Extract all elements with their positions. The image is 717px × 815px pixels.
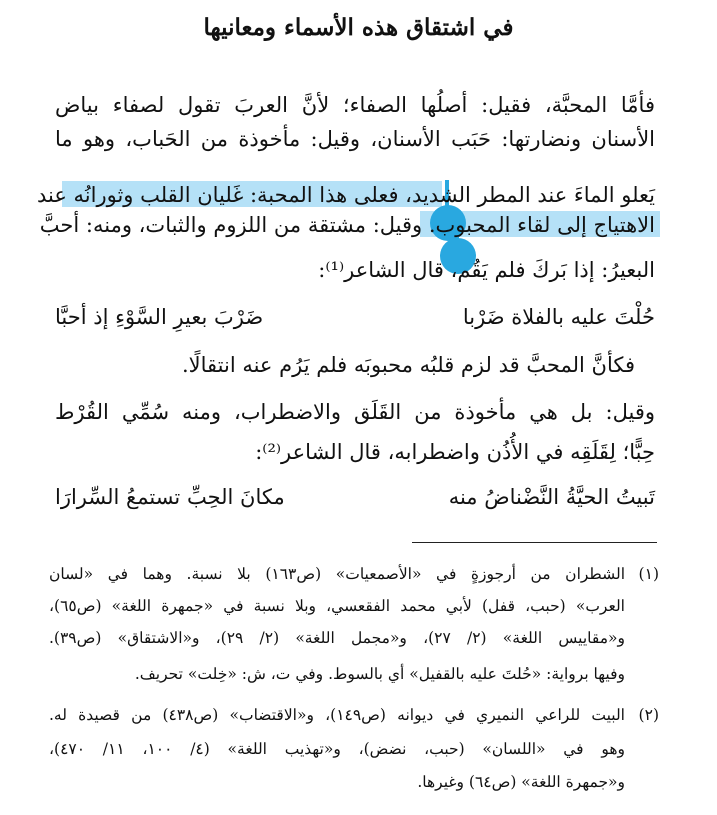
footnote-line: وهو في «اللسان» (حبب، نضض)، و«تهذيب اللغة» (٤/ ١٠٠، ١١/ ٤٧٠)، [49, 740, 625, 758]
paragraph-line: حِبًّا؛ لِقَلَقِه في الأُذُن واضطرابه، قال الشاعر⁽²⁾: [255, 440, 655, 464]
footnote-line: الشطران من أرجوزةٍ في «الأصمعيات» (ص١٦٣) بلا نسبة. وهما في «لسان [49, 565, 625, 583]
paragraph-line: يَعلو الماءَ عند المطر الشديد، فعلى هذا المحبة: غَليان القلب وثورانُه عند [36, 183, 655, 207]
page-title: في اشتقاق هذه الأسماء ومعانيها [203, 14, 514, 41]
footnote-line: و«مقاييس اللغة» (٢/ ٢٧)، و«مجمل اللغة» (٢/ ٢٩)، و«الاشتقاق» (ص٣٩). [49, 629, 625, 647]
verse-1-first-hemistich: حُلْتَ عليه بالفلاة ضَرْبا [462, 305, 655, 329]
verse-1-second-hemistich: ضَرْبَ بعيرِ السَّوْءِ إذ أحبَّا [55, 305, 264, 329]
footnote-number: (٢) [638, 706, 659, 724]
verse-2-second-hemistich: مكانَ الحِبِّ تستمعُ السِّرارَا [55, 485, 285, 509]
footnote-line: البيت للراعي النميري في ديوانه (ص١٤٩)، و«الاقتضاب» (ص٤٣٨) من قصيدة له. [49, 706, 625, 724]
footnote-line: وفيها برواية: «حُلتَ عليه بالقفيل» أي بالسوط. وفي ت، ش: «خِلت» تحريف. [134, 665, 625, 683]
paragraph-line: وقيل: بل هي مأخوذة من القَلَق والاضطراب، ومنه سُمِّي القُرْط [55, 400, 655, 424]
verse-2-first-hemistich: تَبيتُ الحيَّةُ النَّضْناضُ منه [448, 485, 655, 509]
paragraph-line: البعيرُ: إذا بَركَ فلم يَقُم، قال الشاعر⁽¹⁾: [318, 258, 655, 282]
footnote-separator [412, 542, 657, 543]
footnote-number: (١) [638, 565, 659, 583]
paragraph-line: الاهتياج إلى لقاء المحبوب. وقيل: مشتقة من اللزوم والثبات، ومنه: أحبَّ [39, 213, 655, 237]
footnote-line: العرب» (حبب، قفل) لأبي محمد الفقعسي، وبلا نسبة في «جمهرة اللغة» (ص٦٥)، [49, 597, 625, 615]
paragraph-line: فكأنَّ المحبَّ قد لزم قلبُه محبوبَه فلم يَرُم عنه انتقالًا. [181, 353, 635, 377]
paragraph-line: فأمَّا المحبَّة، فقيل: أصلُها الصفاء؛ لأنَّ العربَ تقول لصفاء بياض [55, 93, 655, 117]
paragraph-line: الأسنان ونضارتها: حَبَب الأسنان، وقيل: مأخوذة من الحَباب، وهو ما [55, 127, 655, 151]
footnote-line: و«جمهرة اللغة» (ص٦٤) وغيرها. [417, 773, 625, 791]
